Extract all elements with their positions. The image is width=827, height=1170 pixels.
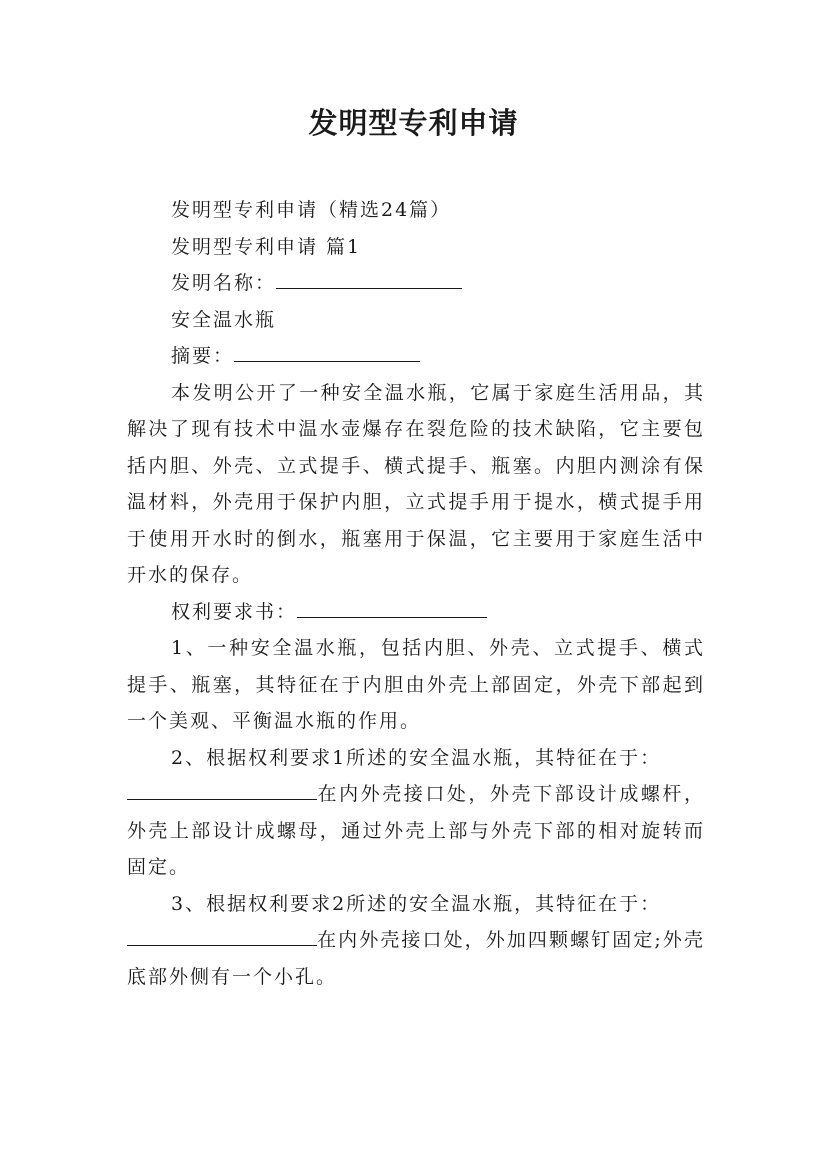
document-body — [127, 192, 705, 995]
claims-label: 权利要求书： — [171, 600, 298, 623]
claim-3-body — [127, 922, 705, 995]
section-heading: 发明型专利申请 篇1 — [171, 235, 362, 258]
claim-2-text: 在内外壳接口处，外壳下部设计成螺杆，外壳上部设计成螺母，通过外壳上部与外壳下部的相对旋转而固定。 — [127, 783, 705, 878]
abstract-row — [127, 338, 705, 375]
claims-blank — [297, 598, 487, 618]
claim-3-blank — [127, 926, 317, 946]
abstract-paragraph: 本发明公开了一种安全温水瓶，它属于家庭生活用品，其解决了现有技术中温水壶爆存在裂危险的技术缺陷，它主要包括内胆、外壳、立式提手、横式提手、瓶塞。内胆内测涂有保温材料，外壳用于保护内胆，立式提手用于提水，横式提手用于使用开水时的倒水，瓶塞用于保温，它主要用于家庭生活中开水的保存。 — [127, 381, 705, 586]
claim-1: 1、一种安全温水瓶，包括内胆、外壳、立式提手、横式提手、瓶塞，其特征在于内胆由外壳上部固定，外壳下部起到一个美观、平衡温水瓶的作用。 — [127, 637, 705, 732]
invention-name-row — [127, 265, 705, 302]
claim-2-intro: 2、根据权利要求1所述的安全温水瓶，其特征在于： — [171, 746, 662, 769]
claim-3-intro: 3、根据权利要求2所述的安全温水瓶，其特征在于： — [171, 892, 662, 915]
document-title: 发明型专利申请 — [308, 106, 519, 140]
invention-name: 安全温水瓶 — [171, 308, 277, 331]
invention-name-blank — [276, 269, 462, 289]
claims-row — [127, 594, 705, 631]
abstract-blank — [234, 342, 420, 362]
claim-2-blank — [127, 780, 317, 800]
claim-3-text: 在内外壳接口处，外加四颗螺钉固定;外壳底部外侧有一个小孔。 — [127, 929, 705, 988]
abstract-label: 摘要： — [171, 345, 235, 367]
document-subtitle: 发明型专利申请（精选24篇） — [171, 199, 452, 221]
claim-2-body — [127, 776, 705, 886]
invention-name-label: 发明名称： — [171, 272, 277, 294]
